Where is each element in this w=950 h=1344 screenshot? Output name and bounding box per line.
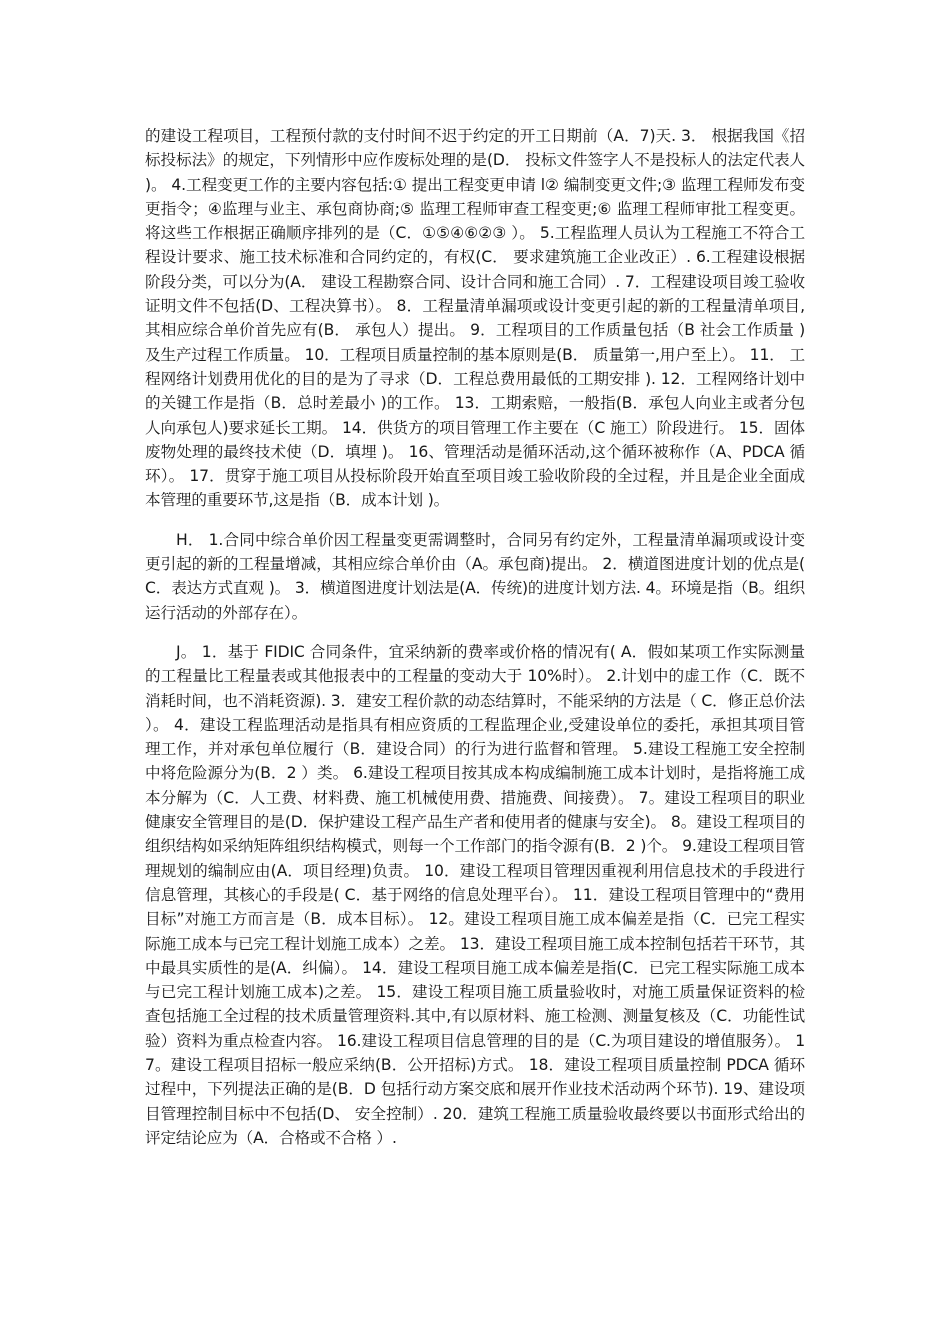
- document-body: [145, 124, 805, 1150]
- paragraph-spacer: [145, 625, 805, 640]
- paragraph-spacer: [145, 513, 805, 528]
- paragraph-h-section: H． 1.合同中综合单价因工程量变更需调整时，合同另有约定外，工程量清单漏项或设计变更引起的新的工程量增减，其相应综合单价由（A。承包商)提出。 2．横道图进度计划的优点是( C．表达方式直观 )。 3．横道图进度计划法是(A．传统)的进度计划方法. 4。环境是指（B。组织运行活动的外部存在）。: [145, 530, 805, 622]
- paragraph-g-section: 的建设工程项目，工程预付款的支付时间不迟于约定的开工日期前（A．7)天. 3． 根据我国《招标投标法》的规定，下列情形中应作废标处理的是(D． 投标文件签字人不是投标人的法定代表人)。 4.工程变更工作的主要内容包括:① 提出工程变更申请 l② 编制变更文件;③ 监理工程师发布变更指令；④监理与业主、承包商协商;⑤ 监理工程师审查工程变更;⑥ 监理工程师审批工程变更。将这些工作根据正确顺序排列的是（C．①⑤④⑥②③ ）。 5.工程监理人员认为工程施工不符合工程设计要求、施工技术标准和合同约定的，有权(C． 要求建筑施工企业改正）. 6.工程建设根据阶段分类，可以分为(A． 建设工程勘察合同、设计合同和施工合同）. 7．工程建设项目竣工验收证明文件不包括(D、工程决算书）。 8．工程量清单漏项或设计变更引起的新的工程量清单项目,其相应综合单价首先应有(B． 承包人）提出。 9．工程项目的工作质量包括（B 社会工作质量 )及生产过程工作质量。 10．工程项目质量控制的基本原则是(B． 质量第一,用户至上）。 11． 工程网络计划费用优化的目的是为了寻求（D．工程总费用最低的工期安排 ). 12．工程网络计划中的关键工作是指（B．总时差最小 )的工作。 13．工期索赔，一般指(B．承包人向业主或者分包人向承包人)要求延长工期。 14．供货方的项目管理工作主要在（C 施工）阶段进行。 15．固体废物处理的最终技术使（D．填埋 )。 16、管理活动是循环活动,这个循环被称作（A、PDCA 循环）。 17．贯穿于施工项目从投标阶段开始直至项目竣工验收阶段的全过程，并且是企业全面成本管理的重要环节,这是指（B．成本计划 )。: [145, 127, 805, 510]
- paragraph-j-section: J。 1．基于 FIDIC 合同条件，宜采纳新的费率或价格的情况有( A．假如某项工作实际测量的工程量比工程量表或其他报表中的工程量的变动大于 10%时）。 2.计划中的虚工作（C．既不消耗时间，也不消耗资源). 3．建安工程价款的动态结算时，不能采纳的方法是（ C．修正总价法）。 4．建设工程监理活动是指具有相应资质的工程监理企业,受建设单位的委托，承担其项目管理工作，并对承包单位履行（B．建设合同）的行为进行监督和管理。 5.建设工程施工安全控制中将危险源分为(B．2 ）类。 6.建设工程项目按其成本构成编制施工成本计划时，是指将施工成本分解为（C．人工费、材料费、施工机械使用费、措施费、间接费）。 7。建设工程项目的职业健康安全管理目的是(D．保护建设工程产品生产者和使用者的健康与安全)。 8。建设工程项目的组织结构如采纳矩阵组织结构模式，则每一个工作部门的指令源有(B．2 )个。 9.建设工程项目管理规划的编制应由(A．项目经理)负责。 10．建设工程项目管理因重视利用信息技术的手段进行信息管理，其核心的手段是( C．基于网络的信息处理平台）。 11．建设工程项目管理中的“费用目标”对施工方而言是（B．成本目标）。 12。建设工程项目施工成本偏差是指（C．已完工程实际施工成本与已完工程计划施工成本）之差。 13．建设工程项目施工成本控制包括若干环节，其中最具实质性的是(A．纠偏）。 14．建设工程项目施工成本偏差是指(C．已完工程实际施工成本与已完工程计划施工成本)之差。 15．建设工程项目施工质量验收时，对施工质量保证资料的检查包括施工全过程的技术质量管理资料.其中,有以原材料、施工检测、测量复核及（C．功能性试验）资料为重点检查内容。 16.建设工程项目信息管理的目的是（C.为项目建设的增值服务）。 17。建设工程项目招标一般应采纳(B．公开招标)方式。 18．建设工程项目质量控制 PDCA 循环过程中，下列提法正确的是(B．D 包括行动方案交底和展开作业技术活动两个环节). 19、建设项目管理控制目标中不包括(D、 安全控制）. 20．建筑工程施工质量验收最终要以书面形式给出的评定结论应为（A．合格或不合格 ）.: [145, 642, 805, 1147]
